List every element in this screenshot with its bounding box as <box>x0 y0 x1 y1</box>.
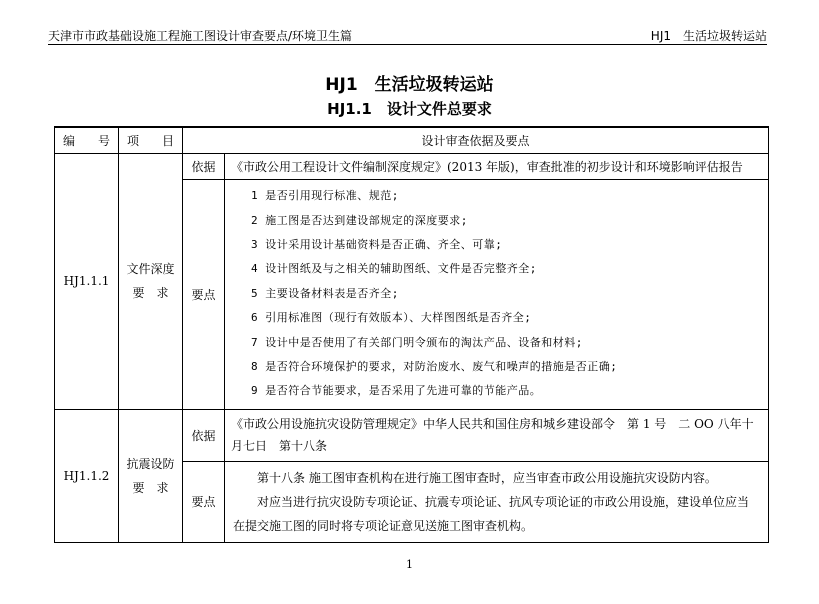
table-row <box>55 409 769 461</box>
document-title: HJ1 生活垃圾转运站 <box>325 75 494 95</box>
header-item: 项 目 <box>119 127 183 153</box>
points-label: 要点 <box>183 461 225 542</box>
review-requirements-table <box>54 126 769 543</box>
running-header-section: HJ1 生活垃圾转运站 <box>650 29 767 43</box>
header-basis: 设计审查依据及要点 <box>183 127 769 153</box>
points-label: 要点 <box>183 179 225 409</box>
table-row <box>55 153 769 179</box>
points-list <box>225 179 769 409</box>
paragraph: 对应当进行抗灾设防专项论证、抗震专项论证、抗风专项论证的市政公用设施，建设单位应当在提交施工图的同时将专项论证意见送施工图审查机构。 <box>233 494 750 533</box>
list-item: 9 是否符合节能要求，是否采用了先进可靠的节能产品。 <box>251 384 542 398</box>
paragraph: 第十八条 施工图审查机构在进行施工图审查时，应当审查市政公用设施抗灾设防内容。 <box>257 470 717 485</box>
page-number: 1 <box>406 558 413 571</box>
basis-text: 《市政公用工程设计文件编制深度规定》(2013 年版)，审查批准的初步设计和环境影响评估报告 <box>225 153 769 179</box>
header-number: 编 号 <box>55 127 119 153</box>
basis-label: 依据 <box>183 409 225 461</box>
list-item: 3 设计采用设计基础资料是否正确、齐全、可靠; <box>251 238 503 252</box>
row-number: HJ1.1.1 <box>55 153 119 409</box>
basis-text: 《市政公用设施抗灾设防管理规定》中华人民共和国住房和城乡建设部令 第 1 号 二 OO 八年十月七日 第十八条 <box>225 409 769 461</box>
row-number: HJ1.1.2 <box>55 409 119 542</box>
header-divider <box>48 44 767 45</box>
running-header-title: 天津市市政基础设施工程施工图设计审查要点/环境卫生篇 <box>48 29 353 43</box>
row-item: 文件深度要 求 <box>119 153 183 409</box>
basis-label: 依据 <box>183 153 225 179</box>
list-item: 4 设计图纸及与之相关的辅助图纸、文件是否完整齐全; <box>251 262 537 276</box>
list-item: 2 施工图是否达到建设部规定的深度要求; <box>251 213 468 227</box>
list-item: 6 引用标准图（现行有效版本）、大样图图纸是否齐全; <box>251 311 532 325</box>
list-item: 8 是否符合环境保护的要求，对防治废水、废气和噪声的措施是否正确; <box>251 359 618 373</box>
points-paragraphs <box>225 461 769 542</box>
list-item: 5 主要设备材料表是否齐全; <box>251 286 399 300</box>
row-item: 抗震设防要 求 <box>119 409 183 542</box>
table-header-row <box>55 127 769 153</box>
list-item: 1 是否引用现行标准、规范; <box>251 189 399 203</box>
section-subtitle: HJ1.1 设计文件总要求 <box>327 100 492 118</box>
list-item: 7 设计中是否使用了有关部门明令颁布的淘汰产品、设备和材料; <box>251 335 583 349</box>
